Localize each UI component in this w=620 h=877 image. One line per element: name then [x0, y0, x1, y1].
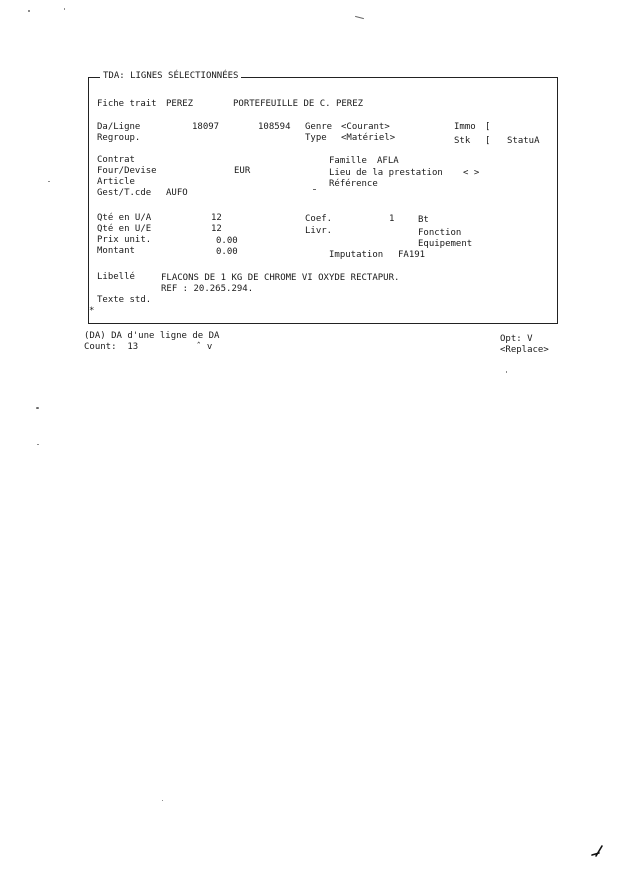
devise-value[interactable]: EUR: [234, 166, 251, 176]
libelle-line-1[interactable]: FLACONS DE 1 KG DE CHROME VI OXYDE RECTAPUR.: [161, 273, 400, 283]
immo-checkbox[interactable]: [: [485, 122, 491, 132]
da-ligne-label: Da/Ligne: [97, 122, 141, 132]
qte-ue-label: Qté en U/E: [97, 224, 152, 234]
scan-speck: [162, 800, 163, 801]
mode-status: (DA) DA d'une ligne de DA: [84, 331, 220, 341]
fiche-value[interactable]: PEREZ: [166, 99, 194, 109]
scan-speck: [313, 189, 316, 190]
scan-speck: [36, 407, 39, 409]
statu-label: StatuA: [507, 136, 540, 146]
article-label: Article: [97, 177, 135, 187]
libelle-label: Libellé: [97, 272, 135, 282]
prix-value[interactable]: 0.00: [216, 236, 238, 246]
gest-label: Gest/T.cde: [97, 188, 152, 198]
type-value[interactable]: <Matériel>: [341, 133, 396, 143]
lieu-value[interactable]: < >: [463, 168, 480, 178]
type-label: Type: [305, 133, 327, 143]
coef-value[interactable]: 1: [389, 214, 395, 224]
cursor-marker: *: [89, 306, 95, 316]
lieu-label: Lieu de la prestation: [329, 168, 443, 178]
handwritten-mark: [590, 843, 606, 859]
scan-speck: [64, 8, 65, 10]
ligne-number[interactable]: 108594: [258, 122, 291, 132]
libelle-line-2[interactable]: REF : 20.265.294.: [161, 284, 254, 294]
bt-label: Bt: [418, 215, 429, 225]
fonction-label: Fonction: [418, 228, 462, 238]
imputation-label: Imputation: [329, 250, 384, 260]
scan-speck: [37, 444, 39, 445]
texte-std-label: Texte std.: [97, 295, 152, 305]
window-title: TDA: LIGNES SÉLECTIONNÉES: [100, 71, 241, 82]
imputation-value[interactable]: FA191: [398, 250, 426, 260]
qte-ue-value[interactable]: 12: [211, 224, 222, 234]
screen-frame: [88, 77, 558, 324]
opt-status: Opt: V: [500, 334, 533, 344]
contrat-label: Contrat: [97, 155, 135, 165]
portefeuille-title: PORTEFEUILLE DE C. PEREZ: [233, 99, 364, 109]
genre-label: Genre: [305, 122, 333, 132]
scan-speck: [355, 16, 364, 19]
gest-value[interactable]: AUFO: [166, 188, 188, 198]
regroup-label: Regroup.: [97, 133, 141, 143]
montant-label: Montant: [97, 246, 135, 256]
count-status: Count: 13: [84, 342, 139, 352]
da-number[interactable]: 18097: [192, 122, 220, 132]
reference-label: Référence: [329, 179, 378, 189]
scan-speck: [48, 181, 50, 182]
stk-label: Stk: [454, 136, 471, 146]
scan-speck: [28, 10, 30, 12]
equipement-label: Equipement: [418, 239, 473, 249]
montant-value[interactable]: 0.00: [216, 247, 238, 257]
famille-value[interactable]: AFLA: [377, 156, 399, 166]
immo-label: Immo: [454, 122, 476, 132]
coef-label: Coef.: [305, 214, 333, 224]
livr-label: Livr.: [305, 226, 333, 236]
qte-ua-label: Qté en U/A: [97, 213, 152, 223]
fiche-label: Fiche trait: [97, 99, 157, 109]
prix-label: Prix unit.: [97, 235, 152, 245]
four-devise-label: Four/Devise: [97, 166, 157, 176]
scroll-arrows[interactable]: ˆ v: [196, 342, 213, 352]
famille-label: Famille: [329, 156, 367, 166]
stk-checkbox[interactable]: [: [485, 136, 491, 146]
replace-mode-indicator: <Replace>: [500, 345, 549, 355]
genre-value[interactable]: <Courant>: [341, 122, 390, 132]
qte-ua-value[interactable]: 12: [211, 213, 222, 223]
scan-speck: [506, 371, 507, 373]
